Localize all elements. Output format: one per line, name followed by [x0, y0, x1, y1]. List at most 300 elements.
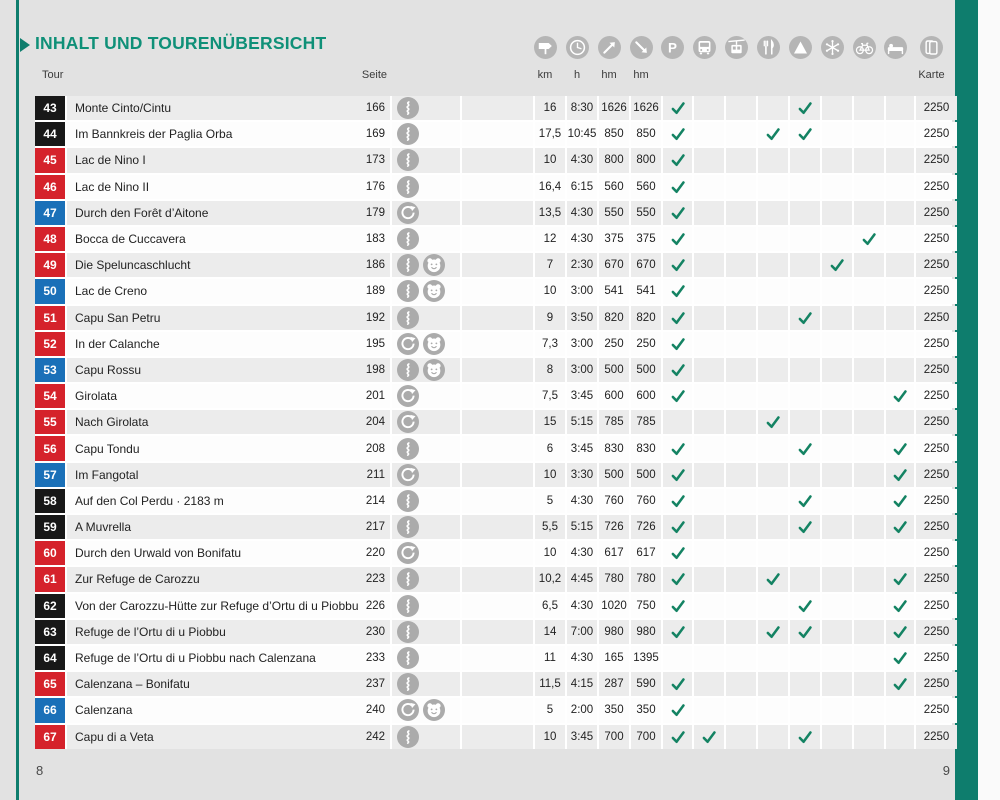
check-mountain — [790, 279, 820, 303]
check-mountain — [790, 436, 820, 460]
check-bicycle — [854, 384, 884, 408]
check-bed — [886, 672, 914, 696]
check-parking — [663, 279, 692, 303]
tour-km: 10 — [535, 148, 565, 172]
check-cablecar — [726, 436, 756, 460]
check-bed — [886, 463, 914, 487]
tour-row — [35, 672, 952, 696]
check-parking — [663, 358, 692, 382]
tour-number-badge: 60 — [35, 541, 65, 565]
check-bus — [694, 698, 724, 722]
route-profile-icon — [397, 621, 419, 643]
header-icon-cell — [753, 35, 783, 59]
tour-page-number: 195 — [365, 337, 385, 350]
check-parking — [663, 489, 692, 513]
check-snowflake — [822, 253, 852, 277]
route-profile-icon — [397, 595, 419, 617]
tour-hours: 4:30 — [567, 646, 597, 670]
check-bicycle — [854, 489, 884, 513]
tour-ascent: 287 — [599, 672, 629, 696]
header-icon-row — [35, 35, 952, 59]
tour-name-cell — [67, 332, 390, 356]
check-bicycle — [854, 279, 884, 303]
tour-km: 7,3 — [535, 332, 565, 356]
check-parking — [663, 541, 692, 565]
checkmark-icon — [670, 336, 686, 352]
left-accent-rule — [16, 0, 19, 800]
check-restaurant — [758, 201, 788, 225]
tour-page-number: 217 — [365, 521, 385, 534]
check-cablecar — [726, 148, 756, 172]
right-page-margin — [978, 0, 1000, 800]
check-parking — [663, 594, 692, 618]
tour-hours: 6:15 — [567, 175, 597, 199]
tour-map-number: 2250 — [916, 384, 957, 408]
check-cablecar — [726, 96, 756, 120]
check-cablecar — [726, 515, 756, 539]
header-icon-cell — [626, 35, 656, 59]
tour-name-cell — [67, 594, 390, 618]
check-restaurant — [758, 175, 788, 199]
tour-page-number: 204 — [365, 416, 385, 429]
tour-number-badge: 66 — [35, 698, 65, 722]
tour-map-number: 2250 — [916, 489, 957, 513]
check-cablecar — [726, 332, 756, 356]
tour-map-number: 2250 — [916, 332, 957, 356]
check-parking — [663, 227, 692, 251]
teddy-bear-icon — [423, 359, 445, 381]
check-bicycle — [854, 567, 884, 591]
tour-page-number: 220 — [365, 547, 385, 560]
tour-km: 10 — [535, 463, 565, 487]
check-snowflake — [822, 725, 852, 749]
tour-row — [35, 384, 952, 408]
teddy-bear-icon — [423, 333, 445, 355]
tour-number-badge: 49 — [35, 253, 65, 277]
check-mountain — [790, 358, 820, 382]
tour-name: In der Calanche — [75, 336, 160, 351]
tour-number-badge: 57 — [35, 463, 65, 487]
teddy-bear-icon — [423, 254, 445, 276]
ascent-arrow-icon — [598, 36, 621, 59]
check-restaurant — [758, 306, 788, 330]
tour-km: 16 — [535, 96, 565, 120]
signpost-icon — [534, 36, 557, 59]
check-mountain — [790, 175, 820, 199]
checkmark-icon — [670, 519, 686, 535]
tour-hours: 4:30 — [567, 227, 597, 251]
check-cablecar — [726, 410, 756, 434]
tour-name: Durch den Urwald von Bonifatu — [75, 546, 242, 561]
spacer-cell — [462, 725, 533, 749]
tour-ascent: 800 — [599, 148, 629, 172]
tour-descent: 780 — [631, 567, 661, 591]
tour-km: 7,5 — [535, 384, 565, 408]
check-bus — [694, 725, 724, 749]
check-bed — [886, 410, 914, 434]
tour-row — [35, 594, 952, 618]
check-bed — [886, 725, 914, 749]
check-snowflake — [822, 436, 852, 460]
tour-ascent: 560 — [599, 175, 629, 199]
tour-name-cell — [67, 672, 390, 696]
spacer-cell — [462, 253, 533, 277]
column-header-hm-up: hm — [601, 69, 617, 81]
route-profile-icon — [397, 516, 419, 538]
check-bed — [886, 306, 914, 330]
check-parking — [663, 175, 692, 199]
loop-route-icon — [397, 385, 419, 407]
checkmark-icon — [892, 598, 908, 614]
tour-ascent: 785 — [599, 410, 629, 434]
check-cablecar — [726, 725, 756, 749]
spacer-cell — [462, 332, 533, 356]
check-bus — [694, 253, 724, 277]
tour-ascent: 600 — [599, 384, 629, 408]
tour-name: Capu Rossu — [75, 362, 142, 377]
check-snowflake — [822, 410, 852, 434]
check-snowflake — [822, 463, 852, 487]
spacer-cell — [462, 515, 533, 539]
tour-descent: 541 — [631, 279, 661, 303]
tour-map-number: 2250 — [916, 253, 957, 277]
tour-row — [35, 201, 952, 225]
check-bicycle — [854, 541, 884, 565]
column-header-km: km — [537, 69, 553, 81]
tour-name-cell — [67, 567, 390, 591]
check-snowflake — [822, 358, 852, 382]
route-type-icons — [392, 410, 460, 434]
tour-hours: 3:45 — [567, 436, 597, 460]
tour-name-cell — [67, 620, 390, 644]
tour-descent: 590 — [631, 672, 661, 696]
page-number-left: 8 — [36, 763, 44, 778]
tour-ascent: 550 — [599, 201, 629, 225]
tour-name: Capu San Petru — [75, 310, 161, 325]
check-bicycle — [854, 253, 884, 277]
tour-name: A Muvrella — [75, 520, 132, 535]
tour-map-number: 2250 — [916, 436, 957, 460]
tour-descent: 785 — [631, 410, 661, 434]
check-parking — [663, 122, 692, 146]
spacer-cell — [462, 620, 533, 644]
check-cablecar — [726, 279, 756, 303]
tour-descent: 600 — [631, 384, 661, 408]
checkmark-icon — [670, 126, 686, 142]
tour-row — [35, 463, 952, 487]
checkmark-icon — [797, 729, 813, 745]
header-icon-cell — [562, 35, 592, 59]
bed-icon — [884, 36, 907, 59]
tour-hours: 2:00 — [567, 698, 597, 722]
tour-hours: 2:30 — [567, 253, 597, 277]
checkmark-icon — [861, 231, 877, 247]
right-accent-band — [955, 0, 978, 800]
route-profile-icon — [397, 673, 419, 695]
checkmark-icon — [670, 598, 686, 614]
spacer-cell — [462, 306, 533, 330]
check-cablecar — [726, 122, 756, 146]
check-cablecar — [726, 201, 756, 225]
tour-name-cell — [67, 358, 390, 382]
check-restaurant — [758, 594, 788, 618]
check-parking — [663, 384, 692, 408]
check-bicycle — [854, 306, 884, 330]
tour-descent: 726 — [631, 515, 661, 539]
tour-name-cell — [67, 227, 390, 251]
check-bus — [694, 122, 724, 146]
check-bicycle — [854, 201, 884, 225]
checkmark-icon — [797, 310, 813, 326]
tour-map-number: 2250 — [916, 541, 957, 565]
check-mountain — [790, 567, 820, 591]
tour-ascent: 830 — [599, 436, 629, 460]
tour-map-number: 2250 — [916, 567, 957, 591]
tour-row — [35, 279, 952, 303]
check-bed — [886, 122, 914, 146]
column-header-tour: Tour — [42, 69, 64, 81]
check-bicycle — [854, 148, 884, 172]
check-parking — [663, 725, 692, 749]
check-bicycle — [854, 122, 884, 146]
tour-km: 10 — [535, 541, 565, 565]
tour-map-number: 2250 — [916, 672, 957, 696]
route-profile-icon — [397, 176, 419, 198]
check-cablecar — [726, 463, 756, 487]
spacer-cell — [462, 148, 533, 172]
tour-km: 6,5 — [535, 594, 565, 618]
check-mountain — [790, 148, 820, 172]
tour-descent: 670 — [631, 253, 661, 277]
tour-km: 10 — [535, 279, 565, 303]
check-bicycle — [854, 620, 884, 644]
check-parking — [663, 410, 692, 434]
tour-hours: 3:00 — [567, 332, 597, 356]
checkmark-icon — [670, 231, 686, 247]
check-bus — [694, 541, 724, 565]
check-snowflake — [822, 96, 852, 120]
tour-hours: 10:45 — [567, 122, 597, 146]
tour-name: Nach Girolata — [75, 415, 149, 430]
tour-name-cell — [67, 201, 390, 225]
check-mountain — [790, 306, 820, 330]
check-snowflake — [822, 620, 852, 644]
tour-page-number: 230 — [365, 625, 385, 638]
check-cablecar — [726, 175, 756, 199]
check-restaurant — [758, 646, 788, 670]
check-bicycle — [854, 410, 884, 434]
checkmark-icon — [701, 729, 717, 745]
check-bus — [694, 332, 724, 356]
tour-name-cell — [67, 96, 390, 120]
spacer-cell — [462, 489, 533, 513]
tour-number-badge: 55 — [35, 410, 65, 434]
tour-descent: 700 — [631, 725, 661, 749]
route-type-icons — [392, 253, 460, 277]
tour-page-number: 166 — [365, 102, 385, 115]
tour-ascent: 1020 — [599, 594, 629, 618]
tour-number-badge: 45 — [35, 148, 65, 172]
loop-route-icon — [397, 464, 419, 486]
check-cablecar — [726, 384, 756, 408]
check-bed — [886, 148, 914, 172]
loop-route-icon — [397, 202, 419, 224]
check-bus — [694, 227, 724, 251]
checkmark-icon — [670, 493, 686, 509]
route-profile-icon — [397, 647, 419, 669]
tour-page-number: 240 — [365, 704, 385, 717]
header-icon-cell — [530, 35, 560, 59]
spacer-cell — [462, 698, 533, 722]
route-profile-icon — [397, 490, 419, 512]
header-icon-cell — [785, 35, 815, 59]
check-parking — [663, 96, 692, 120]
check-snowflake — [822, 672, 852, 696]
column-header-karte: Karte — [918, 69, 945, 81]
route-profile-icon — [397, 359, 419, 381]
spacer-cell — [462, 594, 533, 618]
check-cablecar — [726, 253, 756, 277]
tour-name: Durch den Forêt d’Aitone — [75, 205, 209, 220]
check-snowflake — [822, 122, 852, 146]
tour-ascent: 780 — [599, 567, 629, 591]
checkmark-icon — [670, 545, 686, 561]
tour-row — [35, 698, 952, 722]
route-type-icons — [392, 646, 460, 670]
check-bed — [886, 436, 914, 460]
checkmark-icon — [797, 100, 813, 116]
check-restaurant — [758, 122, 788, 146]
tour-map-number: 2250 — [916, 410, 957, 434]
tour-name-cell — [67, 698, 390, 722]
tour-descent: 850 — [631, 122, 661, 146]
tour-page-number: 208 — [365, 442, 385, 455]
tour-hours: 3:45 — [567, 725, 597, 749]
tour-hours: 7:00 — [567, 620, 597, 644]
check-bed — [886, 489, 914, 513]
check-bus — [694, 594, 724, 618]
checkmark-icon — [670, 100, 686, 116]
tour-km: 5 — [535, 489, 565, 513]
spacer-cell — [462, 672, 533, 696]
checkmark-icon — [892, 441, 908, 457]
checkmark-icon — [892, 676, 908, 692]
check-mountain — [790, 698, 820, 722]
check-restaurant — [758, 515, 788, 539]
check-restaurant — [758, 148, 788, 172]
check-bicycle — [854, 515, 884, 539]
check-restaurant — [758, 463, 788, 487]
tour-row — [35, 489, 952, 513]
route-type-icons — [392, 384, 460, 408]
tour-descent: 830 — [631, 436, 661, 460]
checkmark-icon — [670, 441, 686, 457]
tour-row — [35, 436, 952, 460]
tour-name-cell — [67, 148, 390, 172]
check-bed — [886, 201, 914, 225]
tour-map-number: 2250 — [916, 646, 957, 670]
check-bus — [694, 463, 724, 487]
route-type-icons — [392, 515, 460, 539]
check-bed — [886, 279, 914, 303]
checkmark-icon — [892, 624, 908, 640]
spacer-cell — [462, 567, 533, 591]
tour-name: Im Bannkreis der Paglia Orba — [75, 127, 233, 142]
check-mountain — [790, 253, 820, 277]
tour-map-number: 2250 — [916, 96, 957, 120]
tour-hours: 5:15 — [567, 515, 597, 539]
checkmark-icon — [892, 650, 908, 666]
check-snowflake — [822, 279, 852, 303]
tour-number-badge: 44 — [35, 122, 65, 146]
header-icon-cell — [658, 35, 687, 59]
checkmark-icon — [670, 179, 686, 195]
check-bus — [694, 436, 724, 460]
check-parking — [663, 332, 692, 356]
check-bed — [886, 358, 914, 382]
tour-name: Refuge de l’Ortu di u Piobbu nach Calenzana — [75, 651, 316, 666]
tour-number-badge: 63 — [35, 620, 65, 644]
check-bus — [694, 175, 724, 199]
check-snowflake — [822, 227, 852, 251]
tour-hours: 4:30 — [567, 594, 597, 618]
route-type-icons — [392, 541, 460, 565]
tour-km: 15 — [535, 410, 565, 434]
check-parking — [663, 201, 692, 225]
tour-ascent: 165 — [599, 646, 629, 670]
check-cablecar — [726, 672, 756, 696]
spacer-cell — [462, 122, 533, 146]
tour-row — [35, 515, 952, 539]
tour-number-badge: 48 — [35, 227, 65, 251]
tour-hours: 4:30 — [567, 489, 597, 513]
column-header-seite: Seite — [361, 69, 387, 81]
header-icon-cell — [881, 35, 909, 59]
check-parking — [663, 567, 692, 591]
tour-name: Von der Carozzu-Hütte zur Refuge d’Ortu di u Piobbu — [75, 598, 359, 613]
tour-map-number: 2250 — [916, 122, 957, 146]
check-cablecar — [726, 227, 756, 251]
tour-number-badge: 64 — [35, 646, 65, 670]
check-parking — [663, 463, 692, 487]
tour-name-cell — [67, 175, 390, 199]
check-snowflake — [822, 489, 852, 513]
tour-number-badge: 67 — [35, 725, 65, 749]
tour-map-number: 2250 — [916, 725, 957, 749]
check-mountain — [790, 227, 820, 251]
tour-page-number: 173 — [365, 154, 385, 167]
tour-ascent: 700 — [599, 725, 629, 749]
tour-name: Lac de Creno — [75, 284, 148, 299]
check-bed — [886, 567, 914, 591]
tour-name-cell — [67, 515, 390, 539]
check-snowflake — [822, 332, 852, 356]
checkmark-icon — [670, 388, 686, 404]
column-header-hm-down: hm — [633, 69, 649, 81]
tour-map-number: 2250 — [916, 227, 957, 251]
tour-ascent: 500 — [599, 463, 629, 487]
tour-descent: 800 — [631, 148, 661, 172]
tour-hours: 4:30 — [567, 541, 597, 565]
svg-text:P: P — [668, 39, 677, 55]
tour-page-number: 183 — [365, 233, 385, 246]
spacer-cell — [462, 646, 533, 670]
tour-name-cell — [67, 122, 390, 146]
tour-page-number: 223 — [365, 573, 385, 586]
checkmark-icon — [670, 571, 686, 587]
check-snowflake — [822, 541, 852, 565]
spacer-cell — [462, 410, 533, 434]
